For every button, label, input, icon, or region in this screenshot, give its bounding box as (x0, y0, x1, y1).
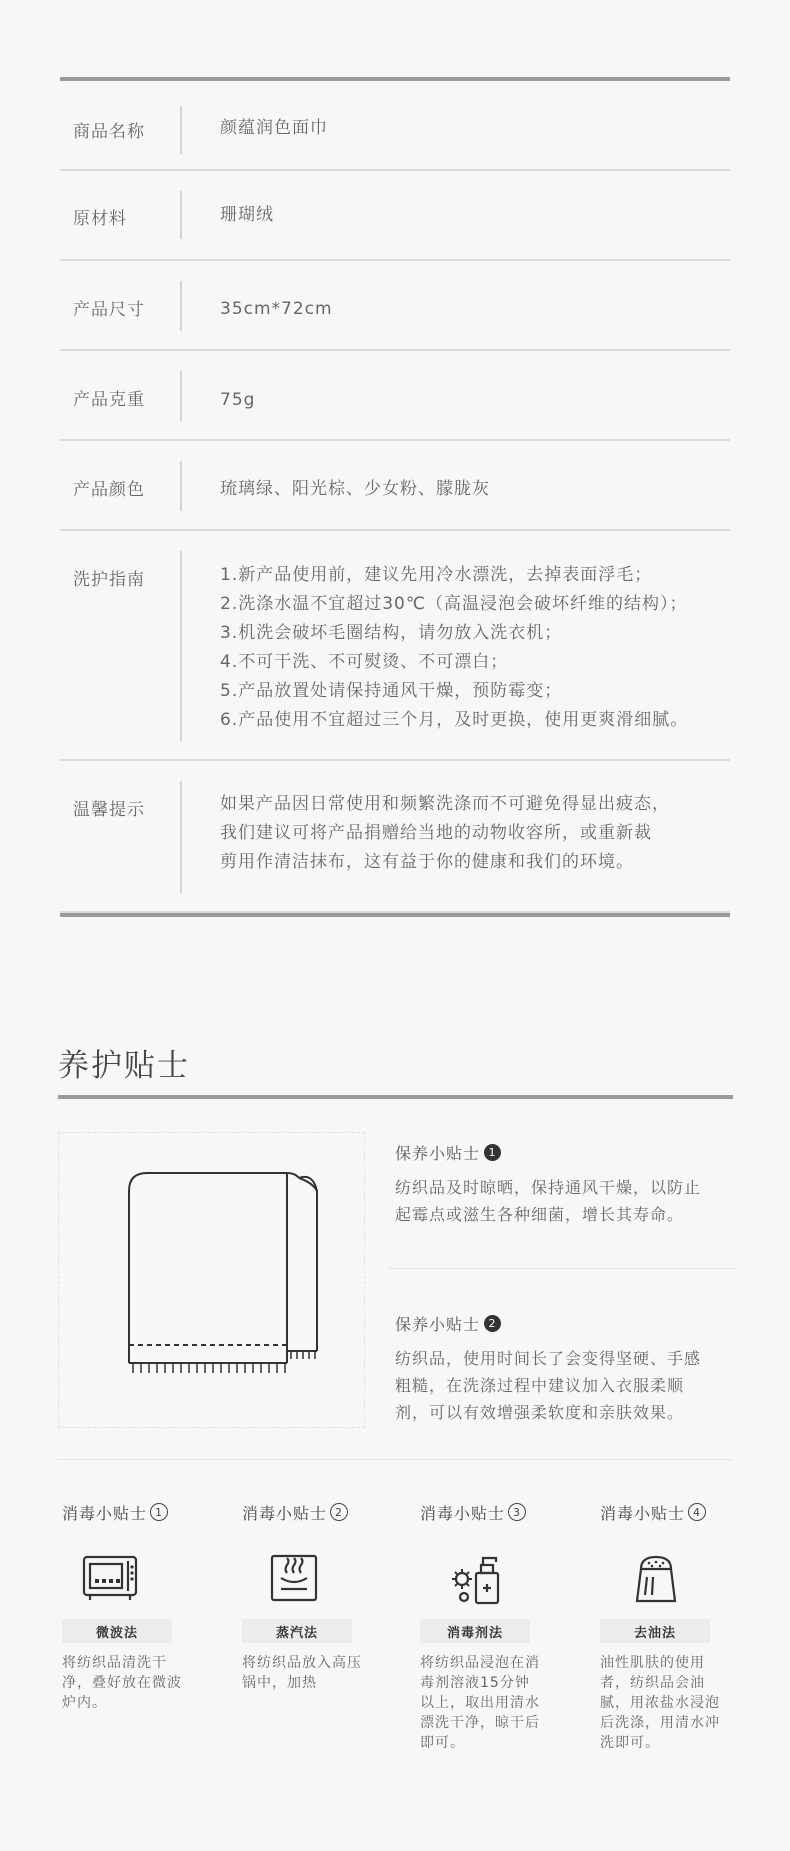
spec-value: 琉璃绿、阳光棕、少女粉、朦胧灰 (220, 479, 490, 499)
care-tip-line: 粗糙，在洗涤过程中建议加入衣服柔顺 (395, 1376, 685, 1395)
number-badge: 4 (688, 1503, 706, 1521)
row-divider (180, 551, 182, 741)
care-guide-item: 3.机洗会破坏毛圈结构，请勿放入洗衣机； (220, 623, 563, 643)
disinfect-tip-line: 后洗涤，用清水冲 (600, 1715, 720, 1731)
number-badge: 1 (150, 1503, 168, 1521)
spec-row-material (60, 171, 730, 261)
section-divider (58, 1459, 733, 1460)
disinfect-tip-line: 漂洗干净，晾干后 (420, 1715, 540, 1731)
towel-illustration-box (58, 1132, 365, 1428)
method-label: 消毒剂法 (420, 1619, 530, 1643)
disinfect-tip-line: 毒剂溶液15分钟 (420, 1675, 530, 1691)
steamer-icon (267, 1553, 321, 1603)
disinfectant-bottle-icon (450, 1553, 506, 1607)
table-bottom-rule (60, 913, 730, 917)
disinfect-tip-title (62, 1500, 202, 1524)
salt-shaker-icon (631, 1553, 681, 1605)
disinfect-tip-label: 消毒小贴士 (242, 1503, 328, 1523)
disinfect-tip-line: 者，纺织品会油 (600, 1675, 705, 1691)
method-label: 去油法 (600, 1619, 710, 1643)
disinfect-tip-title (600, 1500, 740, 1524)
disinfect-tip-text (420, 1653, 550, 1753)
disinfect-tip-line: 油性肌肤的使用 (600, 1655, 705, 1671)
spec-value: 颜蕴润色面巾 (220, 118, 328, 138)
spec-value: 珊瑚绒 (220, 205, 274, 225)
number-badge: 1 (484, 1144, 501, 1161)
spec-row-colors (60, 441, 730, 531)
disinfect-tip-line: 净，叠好放在微波 (62, 1675, 182, 1691)
disinfectant-icon-wrap (408, 1553, 548, 1609)
salt-icon-wrap (586, 1553, 726, 1609)
method-label: 微波法 (62, 1619, 172, 1643)
row-divider (180, 106, 182, 154)
care-guide-item: 1.新产品使用前，建议先用冷水漂洗，去掉表面浮毛； (220, 565, 653, 585)
disinfect-tip-line: 将纺织品清洗干 (62, 1655, 167, 1671)
spec-label: 产品尺寸 (73, 300, 145, 320)
spec-label: 温馨提示 (73, 800, 145, 820)
number-badge: 2 (330, 1503, 348, 1521)
tip-divider (388, 1268, 735, 1269)
disinfect-tip-text (242, 1653, 372, 1693)
spec-label: 产品颜色 (73, 480, 145, 500)
disinfect-tip-1 (62, 1500, 202, 1760)
care-tip-2 (395, 1311, 735, 1426)
notice-line: 我们建议可将产品捐赠给当地的动物收容所，或重新裁 (220, 823, 652, 843)
spec-row-weight (60, 351, 730, 441)
disinfect-tip-line: 洗即可。 (600, 1735, 660, 1751)
care-guide-item: 4.不可干洗、不可熨烫、不可漂白； (220, 652, 509, 672)
care-tip-1 (395, 1140, 735, 1228)
disinfect-tip-title (242, 1500, 382, 1524)
spec-label: 原材料 (73, 209, 127, 229)
care-tip-line: 起霉点或滋生各种细菌，增长其寿命。 (395, 1205, 685, 1224)
disinfect-tip-line: 将纺织品放入高压 (242, 1655, 362, 1671)
care-guide-list (220, 561, 688, 735)
spec-value: 75g (220, 390, 256, 410)
disinfect-tip-3 (420, 1500, 560, 1760)
disinfect-tip-title (420, 1500, 560, 1524)
care-guide-item: 5.产品放置处请保持通风干燥，预防霉变； (220, 681, 563, 701)
care-tip-text (395, 1345, 735, 1426)
section-rule (58, 1095, 733, 1099)
disinfect-tip-label: 消毒小贴士 (62, 1503, 148, 1523)
steamer-icon-wrap (224, 1553, 364, 1609)
disinfect-tip-text (62, 1653, 192, 1713)
disinfect-tip-line: 炉内。 (62, 1695, 107, 1711)
care-guide-item: 6.产品使用不宜超过三个月，及时更换，使用更爽滑细腻。 (220, 710, 689, 730)
spec-label: 洗护指南 (73, 570, 145, 590)
row-divider (180, 281, 182, 331)
spec-row-size (60, 261, 730, 351)
number-badge: 3 (508, 1503, 526, 1521)
spec-label: 商品名称 (73, 122, 145, 142)
spec-row-care-guide (60, 531, 730, 761)
method-label: 蒸汽法 (242, 1619, 352, 1643)
row-divider (180, 461, 182, 511)
care-tip-line: 剂，可以有效增强柔软度和亲肤效果。 (395, 1403, 685, 1422)
disinfect-tip-line: 以上，取出用清水 (420, 1695, 540, 1711)
disinfect-tip-label: 消毒小贴士 (420, 1503, 506, 1523)
row-divider (180, 781, 182, 893)
notice-line: 如果产品因日常使用和频繁洗涤而不可避免得显出疲态， (220, 794, 670, 814)
disinfect-tip-line: 腻，用浓盐水浸泡 (600, 1695, 720, 1711)
hanging-towel-icon (59, 1133, 366, 1429)
notice-line: 剪用作清洁抹布，这有益于你的健康和我们的环境。 (220, 852, 634, 872)
disinfect-tip-label: 消毒小贴士 (600, 1503, 686, 1523)
notice-text (220, 790, 670, 877)
microwave-icon (80, 1553, 140, 1603)
care-tip-line: 纺织品，使用时间长了会变得坚硬、手感 (395, 1349, 702, 1368)
microwave-icon-wrap (40, 1553, 180, 1609)
spec-label: 产品克重 (73, 390, 145, 410)
row-divider (180, 371, 182, 421)
disinfect-tip-line: 锅中，加热 (242, 1675, 317, 1691)
section-title: 养护贴士 (58, 1048, 190, 1084)
disinfect-tip-line: 将纺织品浸泡在消 (420, 1655, 540, 1671)
number-badge: 2 (484, 1315, 501, 1332)
care-tip-text (395, 1174, 735, 1228)
disinfect-tip-4 (600, 1500, 740, 1760)
spec-table (60, 77, 730, 917)
disinfect-tip-2 (242, 1500, 382, 1760)
spec-row-name (60, 81, 730, 171)
spec-value: 35cm*72cm (220, 299, 333, 319)
care-guide-item: 2.洗涤水温不宜超过30℃（高温浸泡会破坏纤维的结构）； (220, 594, 688, 614)
care-tip-label: 保养小贴士 (395, 1314, 481, 1334)
care-tip-line: 纺织品及时晾晒，保持通风干燥，以防止 (395, 1178, 702, 1197)
care-tip-label: 保养小贴士 (395, 1143, 481, 1163)
care-tip-title (395, 1140, 735, 1164)
disinfect-tip-text (600, 1653, 730, 1753)
care-tip-title (395, 1311, 735, 1335)
spec-row-notice (60, 761, 730, 913)
disinfect-tip-line: 即可。 (420, 1735, 465, 1751)
row-divider (180, 191, 182, 239)
